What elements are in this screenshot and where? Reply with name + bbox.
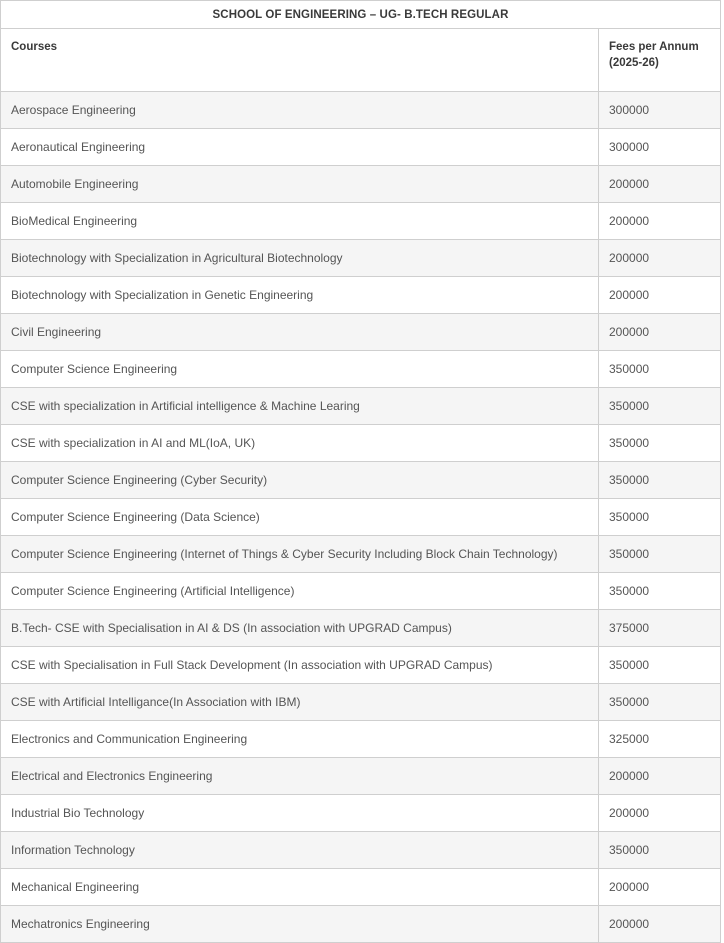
course-cell: CSE with Specialisation in Full Stack Development (In association with UPGRAD Campus) <box>1 647 599 684</box>
course-cell: Automobile Engineering <box>1 166 599 203</box>
table-row <box>1 425 721 462</box>
course-cell: B.Tech- CSE with Specialisation in AI & DS (In association with UPGRAD Campus) <box>1 610 599 647</box>
table-row <box>1 906 721 943</box>
course-cell: CSE with Artificial Intelligance(In Association with IBM) <box>1 684 599 721</box>
fee-cell: 350000 <box>599 684 721 721</box>
course-cell: Computer Science Engineering (Data Science) <box>1 499 599 536</box>
fee-cell: 200000 <box>599 314 721 351</box>
course-cell: Computer Science Engineering (Artificial Intelligence) <box>1 573 599 610</box>
courses-header: Courses <box>1 29 599 92</box>
fee-cell: 300000 <box>599 129 721 166</box>
course-cell: Aerospace Engineering <box>1 92 599 129</box>
table-row <box>1 684 721 721</box>
course-cell: Computer Science Engineering (Cyber Security) <box>1 462 599 499</box>
table-body <box>1 92 721 943</box>
table-row <box>1 92 721 129</box>
course-cell: Information Technology <box>1 832 599 869</box>
course-cell: Electronics and Communication Engineering <box>1 721 599 758</box>
fee-cell: 200000 <box>599 277 721 314</box>
course-cell: Electrical and Electronics Engineering <box>1 758 599 795</box>
table-row <box>1 832 721 869</box>
fee-cell: 350000 <box>599 647 721 684</box>
fee-cell: 200000 <box>599 758 721 795</box>
table-header-row <box>1 29 721 92</box>
table-row <box>1 203 721 240</box>
fees-header: Fees per Annum (2025-26) <box>599 29 721 92</box>
course-cell: Civil Engineering <box>1 314 599 351</box>
table-row <box>1 462 721 499</box>
fee-cell: 350000 <box>599 351 721 388</box>
course-cell: Computer Science Engineering <box>1 351 599 388</box>
table-row <box>1 721 721 758</box>
fee-cell: 200000 <box>599 203 721 240</box>
fee-cell: 350000 <box>599 832 721 869</box>
course-cell: Mechatronics Engineering <box>1 906 599 943</box>
course-cell: CSE with specialization in AI and ML(IoA, UK) <box>1 425 599 462</box>
fee-cell: 300000 <box>599 92 721 129</box>
course-cell: Biotechnology with Specialization in Agricultural Biotechnology <box>1 240 599 277</box>
table-row <box>1 166 721 203</box>
course-cell: Aeronautical Engineering <box>1 129 599 166</box>
table-row <box>1 647 721 684</box>
fee-cell: 350000 <box>599 536 721 573</box>
fee-cell: 350000 <box>599 425 721 462</box>
table-row <box>1 499 721 536</box>
course-cell: BioMedical Engineering <box>1 203 599 240</box>
fee-cell: 350000 <box>599 462 721 499</box>
course-cell: Mechanical Engineering <box>1 869 599 906</box>
course-cell: Computer Science Engineering (Internet of Things & Cyber Security Including Block Chain Technology) <box>1 536 599 573</box>
fee-cell: 325000 <box>599 721 721 758</box>
fee-cell: 375000 <box>599 610 721 647</box>
table-title: SCHOOL OF ENGINEERING – UG- B.TECH REGULAR <box>1 1 721 29</box>
table-row <box>1 277 721 314</box>
table-row <box>1 795 721 832</box>
fee-cell: 350000 <box>599 388 721 425</box>
fee-cell: 200000 <box>599 240 721 277</box>
table-row <box>1 129 721 166</box>
fee-cell: 350000 <box>599 573 721 610</box>
fee-cell: 200000 <box>599 869 721 906</box>
table-row <box>1 573 721 610</box>
fee-cell: 200000 <box>599 795 721 832</box>
fee-cell: 350000 <box>599 499 721 536</box>
course-cell: Biotechnology with Specialization in Genetic Engineering <box>1 277 599 314</box>
table-row <box>1 351 721 388</box>
table-row <box>1 869 721 906</box>
table-row <box>1 314 721 351</box>
table-row <box>1 240 721 277</box>
table-row <box>1 388 721 425</box>
table-row <box>1 610 721 647</box>
course-cell: Industrial Bio Technology <box>1 795 599 832</box>
table-row <box>1 536 721 573</box>
fee-cell: 200000 <box>599 166 721 203</box>
fee-cell: 200000 <box>599 906 721 943</box>
table-title-row <box>1 1 721 29</box>
table-row <box>1 758 721 795</box>
course-cell: CSE with specialization in Artificial intelligence & Machine Learing <box>1 388 599 425</box>
